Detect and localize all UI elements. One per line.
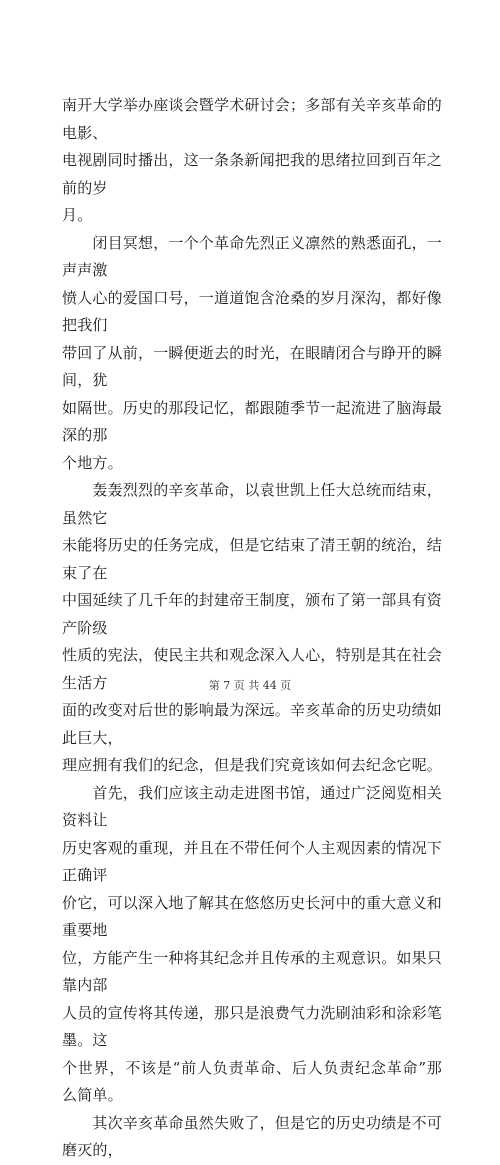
text-line: 历史客观的重现，并且在不带任何个人主观因素的情况下正确评 — [62, 838, 443, 884]
text-line: 人员的宣传将其传递，那只是浪费气力洗刷油彩和涂彩笔墨。这 — [62, 1003, 443, 1049]
text-line: 个地方。 — [62, 453, 123, 472]
text-line: 位，方能产生一种将其纪念并且传承的主观意识。如果只靠内部 — [62, 948, 443, 994]
text-line: 首先，我们应该主动走进图书馆，通过广泛阅览相关资料让 — [62, 783, 443, 829]
text-line: 愤人心的爱国口号，一道道饱含沧桑的岁月深沟，都好像把我们 — [62, 288, 443, 334]
text-line: 性质的宪法，使民主共和观念深入人心，特别是其在社会生活方 — [62, 646, 443, 692]
text-line: 轰轰烈烈的辛亥革命，以袁世凯上任大总统而结束，虽然它 — [62, 481, 443, 527]
text-line: 如隔世。历史的那段记忆，都跟随季节一起流进了脑海最深的那 — [62, 398, 443, 444]
text-line: 闭目冥想，一个个革命先烈正义凛然的熟悉面孔，一声声激 — [62, 233, 443, 279]
text-line: 其次辛亥革命虽然失败了，但是它的历史功绩是不可磨灭的， — [62, 1113, 443, 1159]
text-line: 月。 — [62, 206, 93, 224]
text-line: 中国延续了几千年的封建帝王制度，颁布了第一部具有资产阶级 — [62, 591, 443, 637]
text-line: 电视剧同时播出，这一条条新闻把我的思绪拉回到百年之前的岁 — [62, 151, 443, 197]
text-line: 理应拥有我们的纪念，但是我们究竟该如何去纪念它呢。 — [62, 756, 443, 774]
page-footer: 第 7 页 共 44 页 — [208, 679, 292, 692]
text-line: 面的改变对后世的影响最为深远。辛亥革命的历史功绩如此巨大， — [62, 701, 443, 747]
text-line: 个世界，不该是“前人负责革命、后人负责纪念革命”那么简单。 — [62, 1058, 442, 1104]
text-line: 带回了从前，一瞬便逝去的时光，在眼睛闭合与睁开的瞬间，犹 — [62, 343, 443, 389]
text-line: 未能将历史的任务完成，但是它结束了清王朝的统治，结束了在 — [62, 536, 443, 582]
body-text — [62, 92, 442, 1165]
text-line: 南开大学举办座谈会暨学术研讨会；多部有关辛亥革命的电影、 — [62, 96, 443, 142]
text-line: 价它，可以深入地了解其在悠悠历史长河中的重大意义和重要地 — [62, 893, 443, 939]
